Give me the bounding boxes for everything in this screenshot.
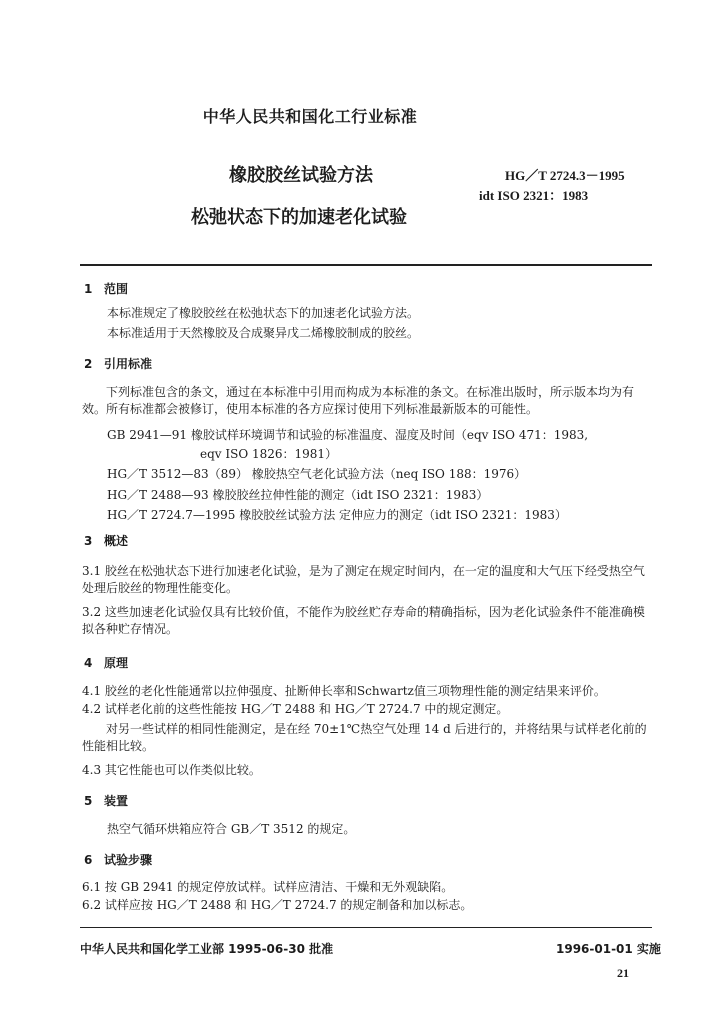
section-heading-principle [84, 654, 128, 671]
section-title: 装置 [104, 794, 129, 808]
standard-code: HG／T 2724.3－1995 [505, 168, 625, 183]
iso-equivalence: idt ISO 2321：1983 [479, 188, 589, 203]
section-heading-procedure [84, 851, 152, 868]
header-divider [80, 264, 652, 266]
section-title: 引用标准 [104, 357, 153, 371]
section-heading-overview [84, 532, 128, 549]
section-number: 4 [84, 656, 93, 670]
page-number: 21 [617, 966, 629, 980]
section-number: 3 [84, 534, 93, 548]
section-heading-apparatus [84, 792, 128, 809]
section-number: 1 [84, 282, 93, 296]
reference-item: HG／T 3512—83（89） 橡胶热空气老化试验方法（neq ISO 188：1976） [107, 467, 527, 481]
paragraph: 3.2 这些加速老化试验仅具有比较价值，不能作为胶丝贮存寿命的精确指标，因为老化试验条件不能准确模拟各种贮存情况。 [82, 605, 645, 636]
paragraph: 6.2 试样应按 HG／T 2488 和 HG／T 2724.7 的规定制备和加以标志。 [82, 898, 473, 912]
reference-item: HG／T 2488—93 橡胶胶丝拉伸性能的测定（idt ISO 2321：1983） [107, 488, 489, 502]
section-title: 概述 [104, 534, 129, 548]
document-title-line2: 松弛状态下的加速老化试验 [191, 207, 407, 228]
paragraph: 3.1 胶丝在松弛状态下进行加速老化试验，是为了测定在规定时间内，在一定的温度和大气压下经受热空气处理后胶丝的物理性能变化。 [82, 564, 645, 595]
paragraph: 4.2 试样老化前的这些性能按 HG／T 2488 和 HG／T 2724.7 中的规定测定。 [82, 702, 509, 716]
section-title: 范围 [104, 282, 129, 296]
footer-divider [80, 927, 652, 928]
reference-item: GB 2941—91 橡胶试样环境调节和试验的标准温度、湿度及时间（eqv ISO 471：1983, [107, 428, 589, 442]
standard-category-title: 中华人民共和国化工行业标准 [202, 107, 418, 126]
paragraph: 下列标准包含的条文，通过在本标准中引用而构成为本标准的条文。在标准出版时，所示版本均为有效。所有标准都会被修订，使用本标准的各方应探讨使用下列标准最新版本的可能性。 [82, 385, 635, 416]
section-title: 原理 [104, 656, 129, 670]
paragraph: 热空气循环烘箱应符合 GB／T 3512 的规定。 [107, 822, 356, 836]
document-title-line1: 橡胶胶丝试验方法 [229, 165, 373, 186]
section-number: 2 [84, 357, 93, 371]
section-number: 6 [84, 853, 93, 867]
effective-date: 1996-01-01 实施 [556, 942, 661, 956]
paragraph: 6.1 按 GB 2941 的规定停放试样。试样应清洁、干燥和无外观缺陷。 [82, 880, 454, 894]
paragraph: 4.3 其它性能也可以作类似比较。 [82, 763, 261, 777]
paragraph: 本标准规定了橡胶胶丝在松弛状态下的加速老化试验方法。 [107, 306, 420, 320]
section-number: 5 [84, 794, 93, 808]
section-heading-scope [84, 280, 128, 297]
reference-item: HG／T 2724.7—1995 橡胶胶丝试验方法 定伸应力的测定（idt ISO 2321：1983） [107, 508, 567, 522]
paragraph: 4.1 胶丝的老化性能通常以拉伸强度、扯断伸长率和Schwartz值三项物理性能的测定结果来评价。 [82, 684, 606, 698]
section-heading-references [84, 355, 152, 372]
paragraph: 对另一些试样的相同性能测定，是在经 70±1℃热空气处理 14 d 后进行的，并将结果与试样老化前的性能相比较。 [82, 722, 647, 753]
approval-statement: 中华人民共和国化学工业部 1995-06-30 批准 [80, 942, 334, 956]
reference-item-continued: eqv ISO 1826：1981） [200, 447, 338, 461]
section-title: 试验步骤 [104, 853, 153, 867]
paragraph: 本标准适用于天然橡胶及合成聚异戊二烯橡胶制成的胶丝。 [107, 326, 420, 340]
